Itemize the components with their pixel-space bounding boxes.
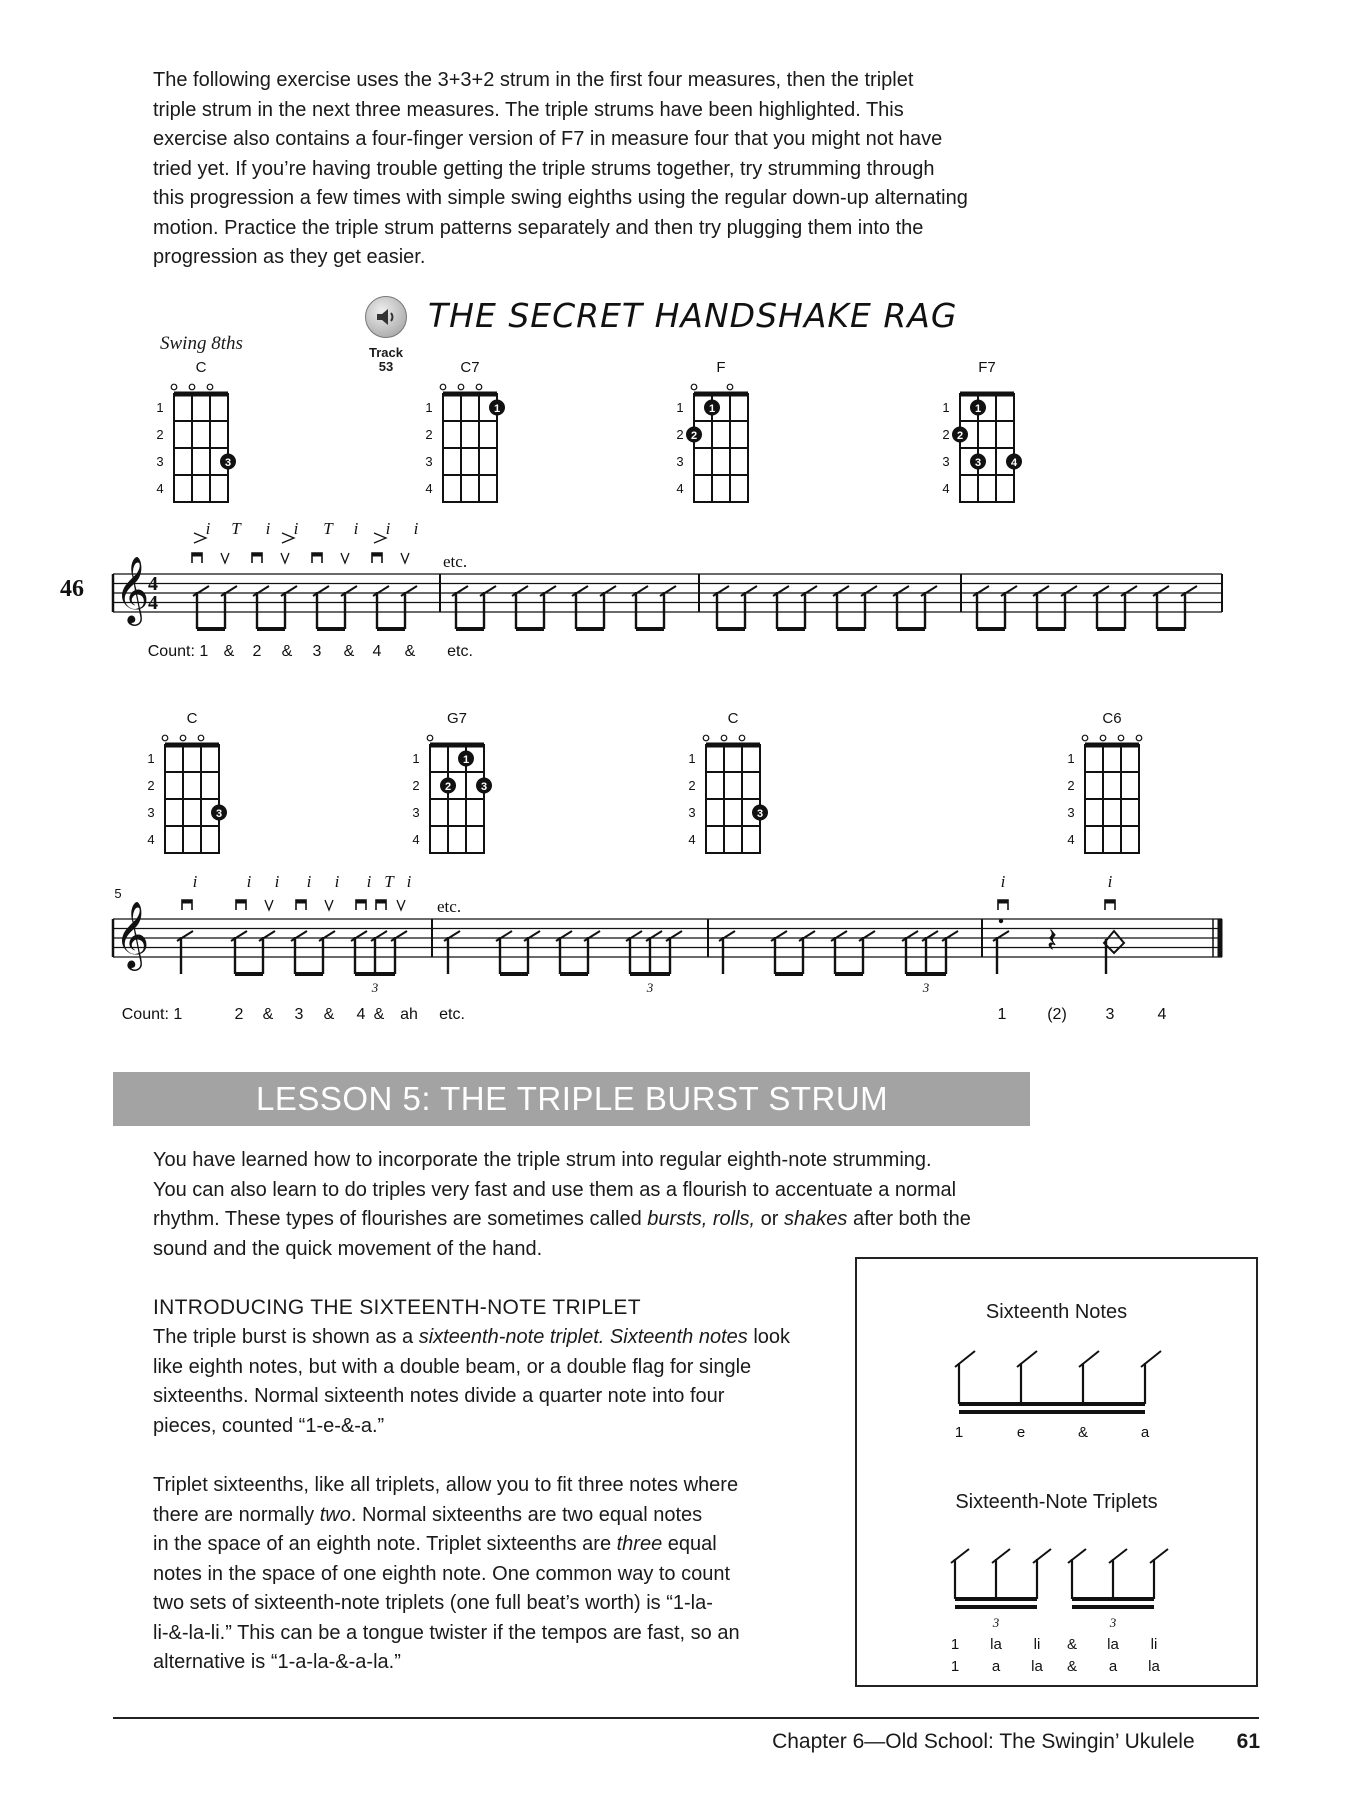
count-label: la: [990, 1636, 1002, 1653]
text-line: in the space of an eighth note. Triplet sixteenths are three equal: [153, 1533, 717, 1555]
downstroke-icon: [372, 553, 382, 557]
slash-notehead: [1017, 1351, 1037, 1367]
downstroke-icon: [998, 900, 1008, 904]
triplet-mark: 3: [922, 980, 930, 995]
fret-number: 2: [156, 427, 164, 442]
stroke-finger-label: i: [353, 519, 359, 538]
count-label: 3: [312, 643, 322, 660]
open-string-marker: [691, 384, 697, 390]
slash-notehead: [1093, 586, 1109, 596]
stroke-finger-label: i: [265, 519, 271, 538]
fret-number: 3: [156, 454, 164, 469]
stroke-finger-label: i: [205, 519, 211, 538]
finger-number: 3: [480, 781, 488, 793]
text-line: like eighth notes, but with a double beam, or a double flag for single: [153, 1355, 752, 1378]
time-signature: 4: [148, 592, 158, 614]
staccato-dot: [999, 919, 1003, 923]
count-label: &: [1066, 1658, 1078, 1675]
stroke-finger-label: i: [274, 872, 280, 891]
downstroke-icon: [252, 553, 262, 557]
stroke-finger-label: i: [293, 519, 299, 538]
lesson-paragraph-1: [153, 1146, 1053, 1264]
slash-notehead: [351, 931, 367, 941]
etc-label: etc.: [443, 552, 468, 571]
sidebar-notation: [857, 1259, 1256, 1685]
slash-notehead: [955, 1351, 975, 1367]
finger-number: 3: [215, 808, 223, 820]
intro-line: this progression a few times with simple swing eighths using the regular down-up alternating: [153, 187, 968, 209]
count-label: 3: [294, 1006, 304, 1023]
etc-label: etc.: [437, 897, 462, 916]
stroke-finger-label: T: [384, 872, 394, 891]
slash-notehead: [253, 586, 269, 596]
fret-number: 2: [425, 427, 433, 442]
chord-name: C7: [460, 359, 480, 376]
intro-line: exercise also contains a four-finger version of F7 in measure four that you might not have: [153, 128, 943, 150]
upstroke-icon: [397, 900, 405, 910]
slash-notehead: [993, 931, 1009, 941]
downstroke-icon: [312, 553, 322, 557]
slash-notehead: [922, 931, 938, 941]
slash-notehead: [401, 586, 417, 596]
text-line: notes in the space of one eighth note. One common way to count: [153, 1562, 731, 1585]
finger-number: 2: [444, 781, 452, 793]
count-label: 2: [234, 1006, 244, 1023]
intro-line: The following exercise uses the 3+3+2 strum in the first four measures, then the triplet: [153, 69, 914, 91]
slash-notehead: [719, 931, 735, 941]
triplet-mark: 3: [646, 980, 654, 995]
count-label: 2: [252, 643, 262, 660]
slash-notehead: [859, 931, 875, 941]
slash-notehead: [660, 586, 676, 596]
text-line: The triple burst is shown as a sixteenth-note triplet. Sixteenth notes look: [153, 1326, 791, 1348]
fret-number: 2: [942, 427, 950, 442]
lesson-heading: LESSON 5: THE TRIPLE BURST STRUM: [256, 1080, 889, 1117]
fret-number: 3: [1067, 805, 1075, 820]
stroke-finger-label: i: [306, 872, 312, 891]
chord-name: G7: [446, 710, 468, 727]
open-string-marker: [207, 384, 213, 390]
downstroke-icon: [236, 900, 246, 904]
fret-number: 4: [676, 481, 684, 496]
text-line: pieces, counted “1-e-&-a.”: [153, 1414, 385, 1437]
slash-notehead: [1153, 586, 1169, 596]
slash-notehead: [584, 931, 600, 941]
accent-icon: [194, 533, 206, 543]
intro-line: motion. Practice the triple strum patterns separately and then try plugging them into the: [153, 216, 924, 239]
count-label: la: [1148, 1658, 1160, 1675]
count-label: 4: [372, 643, 382, 660]
finger-number: 3: [974, 457, 982, 469]
slash-notehead: [341, 586, 357, 596]
treble-clef-icon: 𝄞: [115, 555, 150, 623]
tempo-marking: Swing 8ths: [160, 333, 243, 354]
slash-notehead: [177, 931, 193, 941]
text-line: two sets of sixteenth-note triplets (one full beat’s worth) is “1-la-: [153, 1592, 713, 1614]
fret-number: 4: [1067, 832, 1075, 847]
slash-notehead: [666, 931, 682, 941]
slash-notehead: [1150, 1549, 1168, 1563]
slash-notehead: [319, 931, 335, 941]
open-string-marker: [198, 735, 204, 741]
stroke-finger-label: T: [231, 519, 241, 538]
fret-number: 4: [147, 832, 155, 847]
slash-notehead: [1109, 1549, 1127, 1563]
slash-notehead: [833, 586, 849, 596]
slash-notehead: [600, 586, 616, 596]
finger-number: 1: [708, 403, 716, 415]
fret-number: 1: [1067, 751, 1075, 766]
slash-notehead: [259, 931, 275, 941]
chord-name: F7: [978, 359, 996, 376]
open-string-marker: [1100, 735, 1106, 741]
fret-number: 3: [147, 805, 155, 820]
slash-notehead: [291, 931, 307, 941]
upstroke-icon: [341, 553, 349, 563]
slash-notehead: [540, 586, 556, 596]
lesson-paragraph-3: [153, 1471, 833, 1678]
stroke-finger-label: i: [366, 872, 372, 891]
slash-notehead: [281, 586, 297, 596]
triplet-mark: 3: [371, 980, 379, 995]
open-string-marker: [180, 735, 186, 741]
open-string-marker: [427, 735, 433, 741]
slash-notehead: [221, 586, 237, 596]
slash-notehead: [713, 586, 729, 596]
stroke-finger-label: i: [192, 872, 198, 891]
count-label: 1: [950, 1658, 960, 1675]
count-label: &: [1066, 1636, 1078, 1653]
fret-number: 1: [147, 751, 155, 766]
slash-notehead: [1141, 1351, 1161, 1367]
slash-notehead: [1068, 1549, 1086, 1563]
page-number: 61: [1236, 1730, 1260, 1753]
slash-notehead: [512, 586, 528, 596]
text-line: You can also learn to do triples very fast and use them as a flourish to accentuate a normal: [153, 1178, 957, 1201]
song-title: THE SECRET HANDSHAKE RAG: [428, 296, 958, 335]
fret-number: 3: [412, 805, 420, 820]
finger-number: 3: [756, 808, 764, 820]
slash-notehead: [452, 586, 468, 596]
slash-notehead: [773, 586, 789, 596]
text-line: alternative is “1-a-la-&-a-la.”: [153, 1651, 401, 1673]
triplet-mark: 3: [992, 1615, 1000, 1630]
finger-number: 1: [493, 403, 501, 415]
finger-number: 1: [974, 403, 982, 415]
slash-notehead: [480, 586, 496, 596]
slash-notehead: [371, 931, 387, 941]
slash-notehead: [801, 586, 817, 596]
count-label: &: [281, 643, 293, 660]
chord-name: C: [195, 359, 207, 376]
count-label: Count: 1: [147, 643, 209, 660]
track-label: Track 53: [369, 345, 403, 374]
intro-line: tried yet. If you’re having trouble getting the triple strums together, try strumming through: [153, 157, 935, 180]
finger-number: 3: [224, 457, 232, 469]
triplet-mark: 3: [1109, 1615, 1117, 1630]
downstroke-icon: [182, 900, 192, 904]
time-signature: 4: [148, 573, 158, 595]
open-string-marker: [1136, 735, 1142, 741]
sidebar-box: [855, 1257, 1258, 1687]
count-label: 1: [954, 1424, 964, 1441]
chapter-title: Chapter 6—Old School: The Swingin’ Ukulele: [772, 1730, 1195, 1753]
count-label: a: [991, 1658, 1001, 1675]
fret-number: 3: [688, 805, 696, 820]
count-label: 4: [356, 1006, 366, 1023]
open-string-marker: [476, 384, 482, 390]
count-label: &: [323, 1006, 335, 1023]
page-footer: [772, 1730, 1260, 1754]
fret-number: 4: [156, 481, 164, 496]
stroke-finger-label: i: [406, 872, 412, 891]
count-label: e: [1016, 1424, 1026, 1441]
lesson-paragraph-2: [153, 1323, 833, 1441]
text-line: there are normally two. Normal sixteenths are two equal notes: [153, 1503, 703, 1526]
slash-notehead: [893, 586, 909, 596]
slash-notehead: [444, 931, 460, 941]
fret-number: 4: [942, 481, 950, 496]
downstroke-icon: [1105, 900, 1115, 904]
count-label: li: [1150, 1636, 1158, 1653]
fret-number: 4: [425, 481, 433, 496]
slash-notehead: [632, 586, 648, 596]
stroke-finger-label: i: [334, 872, 340, 891]
slash-notehead: [572, 586, 588, 596]
slash-notehead: [1061, 586, 1077, 596]
slash-notehead: [1079, 1351, 1099, 1367]
fret-number: 4: [412, 832, 420, 847]
open-string-marker: [189, 384, 195, 390]
open-string-marker: [727, 384, 733, 390]
open-string-marker: [458, 384, 464, 390]
slash-notehead: [373, 586, 389, 596]
intro-line: triple strum in the next three measures. The triple strums have been highlighted. This: [153, 98, 904, 121]
slash-notehead: [921, 586, 937, 596]
slash-notehead: [231, 931, 247, 941]
count-label: &: [404, 643, 416, 660]
intro-line: progression as they get easier.: [153, 246, 426, 268]
open-string-marker: [171, 384, 177, 390]
chord-name: C: [727, 710, 739, 727]
open-string-marker: [739, 735, 745, 741]
measure-number: 5: [114, 886, 122, 901]
count-label: a: [1140, 1424, 1150, 1441]
downstroke-icon: [296, 900, 306, 904]
chord-name: C: [186, 710, 198, 727]
slash-notehead: [942, 931, 958, 941]
count-label: a: [1108, 1658, 1118, 1675]
slash-notehead: [556, 931, 572, 941]
sidebar-title-triplets: Sixteenth-Note Triplets: [955, 1491, 1158, 1513]
count-label: 1: [950, 1636, 960, 1653]
slash-notehead: [973, 586, 989, 596]
slash-notehead: [902, 931, 918, 941]
treble-clef-icon: 𝄞: [115, 900, 150, 968]
chord-name: F: [716, 359, 726, 376]
slash-notehead: [193, 586, 209, 596]
upstroke-icon: [221, 553, 229, 563]
text-line: rhythm. These types of flourishes are sometimes called bursts, rolls, or shakes after both the: [153, 1208, 971, 1230]
count-label: 1: [997, 1006, 1007, 1023]
slash-notehead: [992, 1549, 1010, 1563]
open-string-marker: [703, 735, 709, 741]
count-label: &: [262, 1006, 274, 1023]
fret-number: 4: [688, 832, 696, 847]
slash-notehead: [861, 586, 877, 596]
slash-notehead: [741, 586, 757, 596]
fret-number: 1: [425, 400, 433, 415]
count-label: (2): [1047, 1006, 1067, 1023]
example-number: 46: [60, 576, 84, 602]
slash-notehead: [1033, 586, 1049, 596]
text-line: li-&-la-li.” This can be a tongue twister if the tempos are fast, so an: [153, 1621, 740, 1644]
fret-number: 2: [412, 778, 420, 793]
fret-number: 2: [147, 778, 155, 793]
finger-number: 1: [462, 754, 470, 766]
fret-number: 2: [676, 427, 684, 442]
text-line: You have learned how to incorporate the triple strum into regular eighth-note strumming.: [153, 1149, 932, 1171]
fret-number: 1: [942, 400, 950, 415]
footer-rule: [113, 1717, 1259, 1719]
subheading: INTRODUCING THE SIXTEENTH-NOTE TRIPLET: [153, 1296, 641, 1319]
upstroke-icon: [265, 900, 273, 910]
slash-notehead: [646, 931, 662, 941]
count-label: la: [1031, 1658, 1043, 1675]
count-label: 4: [1157, 1006, 1167, 1023]
text-line: sixteenths. Normal sixteenth notes divide a quarter note into four: [153, 1385, 725, 1407]
downstroke-icon: [356, 900, 366, 904]
slash-notehead: [1181, 586, 1197, 596]
fret-number: 2: [688, 778, 696, 793]
upstroke-icon: [325, 900, 333, 910]
slash-notehead: [771, 931, 787, 941]
count-label: etc.: [439, 1006, 465, 1023]
upstroke-icon: [401, 553, 409, 563]
open-string-marker: [1082, 735, 1088, 741]
open-string-marker: [721, 735, 727, 741]
count-label: li: [1033, 1636, 1041, 1653]
stroke-finger-label: i: [413, 519, 419, 538]
slash-notehead: [1033, 1549, 1051, 1563]
text-line: Triplet sixteenths, like all triplets, allow you to fit three notes where: [153, 1474, 739, 1496]
slash-notehead: [1001, 586, 1017, 596]
stroke-finger-label: T: [323, 519, 333, 538]
slash-notehead: [831, 931, 847, 941]
count-label: 3: [1105, 1006, 1115, 1023]
upstroke-icon: [281, 553, 289, 563]
text-line: sound and the quick movement of the hand.: [153, 1237, 543, 1260]
stroke-finger-label: i: [1107, 872, 1113, 891]
count-label: &: [223, 643, 235, 660]
stroke-finger-label: i: [385, 519, 391, 538]
fret-number: 3: [676, 454, 684, 469]
quarter-rest-icon: 𝄽: [1046, 921, 1058, 961]
stroke-finger-label: i: [1000, 872, 1006, 891]
slash-notehead: [496, 931, 512, 941]
slash-notehead: [524, 931, 540, 941]
count-label: Count: 1: [121, 1006, 183, 1023]
count-label: &: [343, 643, 355, 660]
count-label: &: [373, 1006, 385, 1023]
accent-icon: [374, 533, 386, 543]
sidebar-title-sixteenths: Sixteenth Notes: [985, 1301, 1128, 1323]
fret-number: 1: [676, 400, 684, 415]
fret-number: 3: [425, 454, 433, 469]
stroke-finger-label: i: [246, 872, 252, 891]
downstroke-icon: [376, 900, 386, 904]
fret-number: 3: [942, 454, 950, 469]
slash-notehead: [799, 931, 815, 941]
slash-notehead: [951, 1549, 969, 1563]
fret-number: 2: [1067, 778, 1075, 793]
fret-number: 1: [156, 400, 164, 415]
slash-notehead: [626, 931, 642, 941]
fret-number: 1: [412, 751, 420, 766]
fret-number: 1: [688, 751, 696, 766]
accent-icon: [282, 533, 294, 543]
finger-number: 4: [1010, 457, 1018, 469]
slash-notehead: [313, 586, 329, 596]
open-string-marker: [162, 735, 168, 741]
count-label: etc.: [447, 643, 473, 660]
count-label: &: [1077, 1424, 1089, 1441]
open-string-marker: [440, 384, 446, 390]
count-label: ah: [400, 1006, 418, 1023]
lesson-heading-bar: [113, 1072, 1030, 1126]
finger-number: 2: [690, 430, 698, 442]
slash-notehead: [1121, 586, 1137, 596]
chord-name: C6: [1102, 710, 1122, 727]
finger-number: 2: [956, 430, 964, 442]
downstroke-icon: [192, 553, 202, 557]
count-label: la: [1107, 1636, 1119, 1653]
open-string-marker: [1118, 735, 1124, 741]
slash-notehead: [391, 931, 407, 941]
